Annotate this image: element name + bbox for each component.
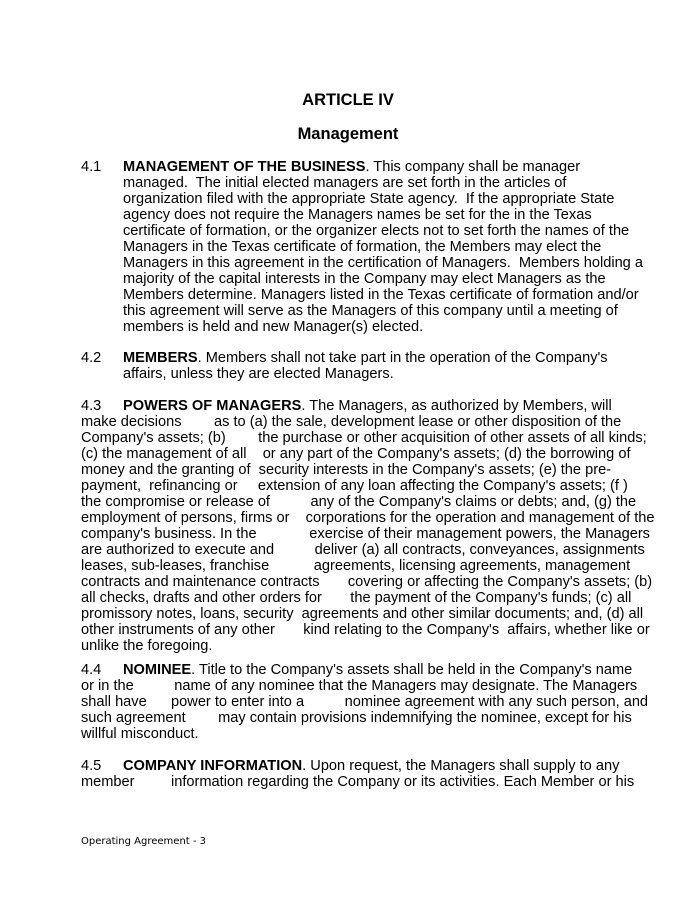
section-heading: POWERS OF MANAGERS xyxy=(123,398,302,414)
body-line: members is held and new Manager(s) elected. xyxy=(123,319,424,335)
body-line: shall have power to enter into a nominee agreement with any such person, and xyxy=(81,694,649,710)
body-line: money and the granting of security interests in the Company's assets; (e) the pre- xyxy=(81,462,612,478)
body-line: promissory notes, loans, security agreements and other similar documents; and, (d) all xyxy=(81,606,644,622)
section-first-line: POWERS OF MANAGERS. The Managers, as authorized by Members, will xyxy=(123,398,612,414)
body-line: agency does not require the Managers names be set for the in the Texas xyxy=(123,207,592,223)
section-heading: MANAGEMENT OF THE BUSINESS xyxy=(123,159,366,175)
body-line: Managers in this agreement in the certification of Managers. Members holding a xyxy=(123,255,643,271)
body-line: this agreement will serve as the Managers of this company until a meeting of xyxy=(123,303,618,319)
body-line: organization filed with the appropriate State agency. If the appropriate State xyxy=(123,191,615,207)
body-line: other instruments of any other kind relating to the Company's affairs, whether like or xyxy=(81,622,650,638)
body-line: Company's assets; (b) the purchase or other acquisition of other assets of all kinds; xyxy=(81,430,647,446)
body-line: Members determine. Managers listed in the Texas certificate of formation and/or xyxy=(123,287,639,303)
body-line: such agreement may contain provisions indemnifying the nominee, except for his xyxy=(81,710,632,726)
body-line: unlike the foregoing. xyxy=(81,638,213,654)
body-line: leases, sub-leases, franchise agreements, licensing agreements, management xyxy=(81,558,631,574)
section-first-line: MEMBERS. Members shall not take part in the operation of the Company's xyxy=(123,350,608,366)
section-first-line: COMPANY INFORMATION. Upon request, the Managers shall supply to any xyxy=(123,758,620,774)
body-line: make decisions as to (a) the sale, development lease or other disposition of the xyxy=(81,414,622,430)
body-line: willful misconduct. xyxy=(81,726,199,742)
body-line: are authorized to execute and deliver (a) all contracts, conveyances, assignments xyxy=(81,542,645,558)
section-number: 4.5 xyxy=(81,758,102,774)
body-line: or in the name of any nominee that the Managers may designate. The Managers xyxy=(81,678,638,694)
body-line: certificate of formation, or the organizer elects not to set forth the names of the xyxy=(123,223,630,239)
body-line: majority of the capital interests in the Company may elect Managers as the xyxy=(123,271,606,287)
section-heading: NOMINEE xyxy=(123,662,192,678)
body-line: member information regarding the Company or its activities. Each Member or his xyxy=(81,774,635,790)
body-line: managed. The initial elected managers are set forth in the articles of xyxy=(123,175,567,191)
body-line: Managers in the Texas certificate of formation, the Members may elect the xyxy=(123,239,602,255)
section-number: 4.2 xyxy=(81,350,102,366)
body-line: payment, refinancing or extension of any loan affecting the Company's assets; (f ) xyxy=(81,478,628,494)
section-first-line: NOMINEE. Title to the Company's assets shall be held in the Company's name xyxy=(123,662,633,678)
page-footer: Operating Agreement - 3 xyxy=(81,836,207,847)
section-number: 4.3 xyxy=(81,398,102,414)
body-line: employment of persons, firms or corporations for the operation and management of the xyxy=(81,510,655,526)
body-line: all checks, drafts and other orders for the payment of the Company's funds; (c) all xyxy=(81,590,632,606)
body-line: company's business. In the exercise of their management powers, the Managers xyxy=(81,526,650,542)
section-heading: COMPANY INFORMATION xyxy=(123,758,303,774)
article-title: ARTICLE IV xyxy=(302,91,394,109)
body-line: (c) the management of all or any part of the Company's assets; (d) the borrowing of xyxy=(81,446,631,462)
section-number: 4.4 xyxy=(81,662,102,678)
section-first-line: MANAGEMENT OF THE BUSINESS. This company shall be manager xyxy=(123,159,581,175)
body-line: affairs, unless they are elected Managers. xyxy=(123,366,394,382)
section-heading: MEMBERS xyxy=(123,350,198,366)
body-line: the compromise or release of any of the Company's claims or debts; and, (g) the xyxy=(81,494,637,510)
article-subtitle: Management xyxy=(297,125,399,143)
body-line: contracts and maintenance contracts covering or affecting the Company's assets; (b) xyxy=(81,574,653,590)
section-number: 4.1 xyxy=(81,159,102,175)
